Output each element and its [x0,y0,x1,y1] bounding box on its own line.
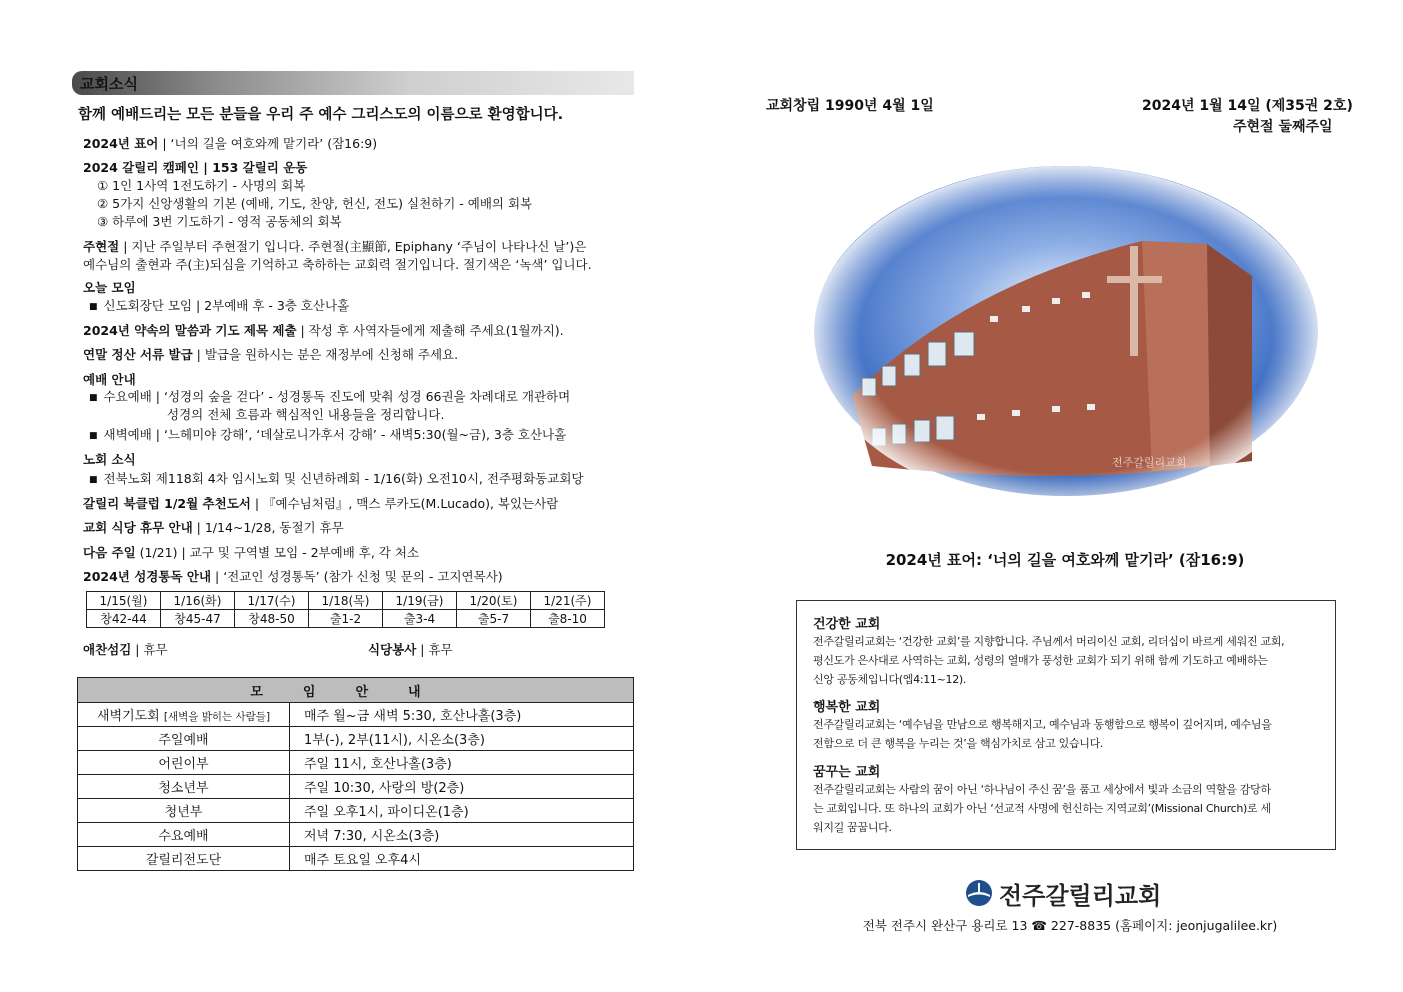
meetings-title: 모임안내 [78,678,634,703]
meeting-name: 어린이부 [78,751,290,775]
bible-chapter: 출3-4 [383,610,457,628]
bible-chapter: 출8-10 [531,610,605,628]
motto-label: 2024년 표어 [83,136,159,151]
section-header [72,71,634,95]
bible-chapter: 창48-50 [235,610,309,628]
meeting-time: 주일 오후1시, 파이디온(1층) [290,799,634,823]
promise-label: 2024년 약속의 말씀과 기도 제목 제출 [83,323,297,338]
choir-text: | 휴무 [135,642,168,657]
church-address: 전북 전주시 완산구 용리로 13 ☎ 227-8835 (홈페이지: jeonjugalilee.kr) [862,918,1278,933]
meeting-name: 청소년부 [78,775,290,799]
bible-reading-table [86,591,605,628]
worship-item-2: ■ 새벽예배 | ‘느헤미야 강해’, ‘데살로니가후서 강해’ - 새벽5:30(월~금), 3층 호산나홀 [89,427,566,445]
church-emblem-icon [965,879,993,907]
motto-text: | ‘너의 길을 여호와께 맡기라’ (잠16:9) [162,136,378,151]
vision-line: 전주갈릴리교회는 사람의 꿈이 아닌 ‘하나님이 주신 꿈’을 품고 세상에서 빛과 소금의 역할을 감당하 [813,783,1271,796]
worship-item-1: ■ 수요예배 | ‘성경의 숲을 걷다’ - 성경통독 진도에 맞춰 성경 66권을 차례대로 개관하며 [89,389,570,407]
cafeteria-line [83,520,344,536]
epiphany-label: 주현절 [83,239,120,254]
founded-date: 교회창립 1990년 4월 1일 [766,98,934,114]
epiphany-text-1: | 지난 주일부터 주현절기 입니다. 주현절(主顯節, Epiphany ‘주님이 나타나신 날’)은 [123,239,587,254]
section-title: 교회소식 [80,75,138,93]
worship-label: 예배 안내 [83,372,136,387]
bible-chapter: 출5-7 [457,610,531,628]
meeting-name: 청년부 [78,799,290,823]
bible-chapter: 창42-44 [87,610,161,628]
meeting-time: 매주 토요일 오후4시 [290,847,634,871]
tax-label: 연말 정산 서류 발급 [83,347,193,362]
campaign-item-3: ③ 하루에 3번 기도하기 - 영적 공동체의 회복 [97,214,342,229]
meeting-time: 매주 월~금 새벽 5:30, 호산나홀(3층) [290,703,634,727]
church-building-illustration [812,166,1320,506]
vision-title-healthy: 건강한 교회 [813,617,881,632]
yearly-theme: 2024년 표어: ‘너의 길을 여호와께 맡기라’ (잠16:9) [885,551,1245,569]
bible-date: 1/17(수) [235,592,309,610]
reading-line [83,569,503,585]
bible-dates-row [87,592,605,610]
bible-chapter: 창45-47 [161,610,235,628]
vignette [812,166,1320,506]
vision-line: 전주갈릴리교회는 ‘예수님을 만남으로 행복해지고, 예수님과 동행함으로 행복이 깊어지며, 예수님을 [813,718,1272,731]
campaign-label: 2024 갈릴리 캠페인 | 153 갈릴리 운동 [83,160,308,175]
choir-label: 애찬섬김 [83,642,132,657]
meeting-row [78,823,634,847]
meeting-row [78,751,634,775]
epiphany-line [83,239,586,255]
meetings-header-row [78,678,634,703]
meeting-row [78,703,634,727]
vision-body-happy [813,715,1321,753]
next-sunday-line [83,545,419,561]
vision-body-healthy [813,632,1321,689]
book-label: 갈릴리 북클럽 1/2월 추천도서 [83,496,251,511]
choir-line [83,642,168,658]
today-item: ■ 신도회장단 모임 | 2부예배 후 - 3층 호산나홀 [89,298,349,316]
campaign-item-2: ② 5가지 신앙생활의 기본 (예배, 기도, 찬양, 헌신, 전도) 실천하기 - 예배의 회복 [97,196,533,211]
liturgical-season: 주현절 둘째주일 [1233,119,1333,135]
meeting-row [78,775,634,799]
meeting-row [78,847,634,871]
bible-date: 1/21(주) [531,592,605,610]
reading-label: 2024년 성경통독 안내 [83,569,212,584]
bible-date: 1/18(목) [309,592,383,610]
vision-line: 워지길 꿈꿉니다. [813,821,892,834]
meeting-row [78,727,634,751]
meeting-name: 주일예배 [78,727,290,751]
vision-body-dreaming [813,780,1321,837]
meeting-time: 1부(-), 2부(11시), 시온소(3층) [290,727,634,751]
meeting-name-text: 새벽기도회 [96,709,160,724]
vision-title-happy: 행복한 교회 [813,700,881,715]
bible-date: 1/15(월) [87,592,161,610]
worship-item-1-cont: 성경의 전체 흐름과 핵심적인 내용들을 정리합니다. [167,407,445,422]
meeting-row [78,799,634,823]
tax-text: | 발급을 원하시는 분은 재정부에 신청해 주세요. [196,347,459,362]
issue-date: 2024년 1월 14일 (제35권 2호) [1142,98,1353,114]
vision-title-dreaming: 꿈꾸는 교회 [813,765,881,780]
vision-line: 전함으로 더 큰 행복을 누리는 것’을 핵심가치로 삼고 있습니다. [813,737,1104,750]
cafeteria-label: 교회 식당 휴무 안내 [83,520,193,535]
tax-line [83,347,458,363]
serve-line [368,642,453,658]
presbytery-item: ■ 전북노회 제118회 4차 임시노회 및 신년하례회 - 1/16(화) 오전10시, 전주평화동교회당 [89,471,583,489]
serve-text: | 휴무 [420,642,453,657]
cafeteria-text: | 1/14~1/28, 동절기 휴무 [196,520,344,535]
reading-text: | ‘전교인 성경통독’ (참가 신청 및 문의 - 고지연목사) [215,569,503,584]
next-sunday-label: 다음 주일 [83,545,136,560]
meeting-name: 수요예배 [78,823,290,847]
today-label: 오늘 모임 [83,280,136,295]
bible-date: 1/19(금) [383,592,457,610]
vision-line: 전주갈릴리교회는 ‘건강한 교회’를 지향합니다. 주님께서 머리이신 교회, 리더십이 바르게 세워진 교회, [813,635,1285,648]
bible-date: 1/20(토) [457,592,531,610]
presbytery-label: 노회 소식 [83,452,136,467]
bible-chapter: 출1-2 [309,610,383,628]
meeting-time: 주일 10:30, 사랑의 방(2층) [290,775,634,799]
meeting-note: [새벽을 밝히는 사람들] [163,711,271,723]
bible-chapters-row [87,610,605,628]
vision-box [796,600,1336,850]
meeting-time: 저녁 7:30, 시온소(3층) [290,823,634,847]
meeting-name [78,703,290,727]
book-line [83,496,558,512]
campaign-item-1: ① 1인 1사역 1전도하기 - 사명의 회복 [97,178,306,193]
next-sunday-text: (1/21) | 교구 및 구역별 모임 - 2부예배 후, 각 처소 [139,545,419,560]
promise-text: | 작성 후 사역자들에게 제출해 주세요(1월까지). [300,323,564,338]
vision-line: 신앙 공동체입니다(엡4:11~12). [813,673,967,686]
motto-line [83,136,377,152]
vision-line: 평신도가 은사대로 사역하는 교회, 성령의 열매가 풍성한 교회가 되기 위해 함께 기도하고 예배하는 [813,654,1268,667]
book-text: | 『예수님처럼』, 맥스 루카도(M.Lucado), 복있는사람 [254,496,559,511]
church-name: 전주갈릴리교회 [999,882,1162,910]
welcome-text: 함께 예배드리는 모든 분들을 우리 주 예수 그리스도의 이름으로 환영합니다. [78,107,564,123]
bible-date: 1/16(화) [161,592,235,610]
meeting-name: 갈릴리전도단 [78,847,290,871]
serve-label: 식당봉사 [368,642,417,657]
vision-line: 는 교회입니다. 또 하나의 교회가 아닌 ‘선교적 사명에 헌신하는 지역교회’(Missional Church)로 세 [813,802,1271,815]
epiphany-text-2: 예수님의 출현과 주(主)되심을 기억하고 축하하는 교회력 절기입니다. 절기색은 ‘녹색’ 입니다. [83,257,592,272]
meeting-time: 주일 11시, 호산나홀(3층) [290,751,634,775]
promise-line [83,323,564,339]
meetings-table [77,677,634,871]
